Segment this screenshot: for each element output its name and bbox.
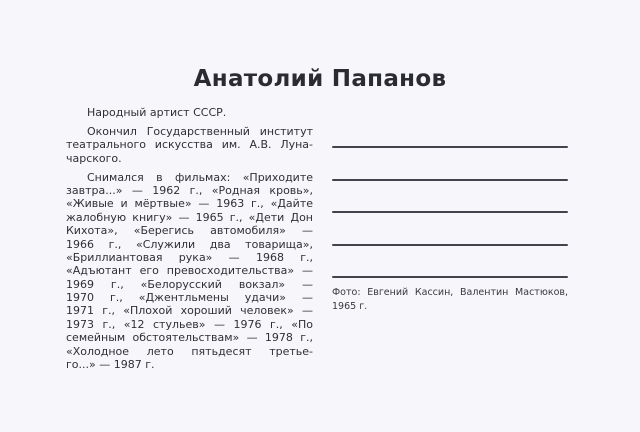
bio-line: Народный артист СССР. [87, 106, 227, 119]
bio-line: «Бриллиантовая рука» — 1968 г., [66, 250, 313, 264]
photo-credit-line: 1965 г. [332, 300, 368, 312]
writing-line-rule [332, 211, 568, 213]
writing-lines [332, 146, 568, 278]
paragraph [66, 125, 313, 165]
bio-text [66, 106, 313, 377]
bio-line: Кихота», «Берегись автомобиля» — [66, 224, 313, 238]
paragraph [66, 106, 313, 119]
bio-line: 1973 г., «12 стульев» — 1976 г., «По [66, 317, 313, 331]
bio-line: «Адъютант его превосходительства» — [66, 264, 313, 278]
bio-line: 1971 г., «Плохой хороший человек» — [66, 304, 313, 318]
bio-line: Окончил Государственный институт [87, 124, 313, 138]
bio-line: театрального искусства им. А.В. Луна- [66, 138, 313, 152]
paragraph [66, 171, 313, 372]
writing-line-rule [332, 244, 568, 246]
bio-line: «Холодное лето пятьдесят третье- [66, 344, 313, 358]
bio-line: завтра...» — 1962 г., «Родная кровь», [66, 183, 313, 197]
bio-line: «Живые и мёртвые» — 1963 г., «Дайте [66, 197, 313, 211]
bio-line: 1966 г., «Служили два товарища», [66, 237, 313, 251]
card-title: Анатолий Папанов [193, 66, 447, 92]
bio-line: семейным обстоятельствам» — 1978 г., [66, 331, 313, 345]
bio-line: жалобную книгу» — 1965 г., «Дети Дон [66, 210, 313, 224]
writing-line-rule [332, 146, 568, 148]
writing-line-rule [332, 179, 568, 181]
bio-line: го...» — 1987 г. [66, 358, 155, 372]
writing-line-rule [332, 276, 568, 278]
bio-line: чарского. [66, 151, 122, 165]
bio-line: Снимался в фильмах: «Приходите [87, 170, 313, 184]
photo-credit-line: Фото: Евгений Кассин, Валентин Мастюков, [332, 287, 568, 298]
bio-line: 1970 г., «Джентльмены удачи» — [66, 291, 313, 305]
photo-credit [332, 286, 568, 313]
bio-line: 1969 г., «Белорусский вокзал» — [66, 277, 313, 291]
